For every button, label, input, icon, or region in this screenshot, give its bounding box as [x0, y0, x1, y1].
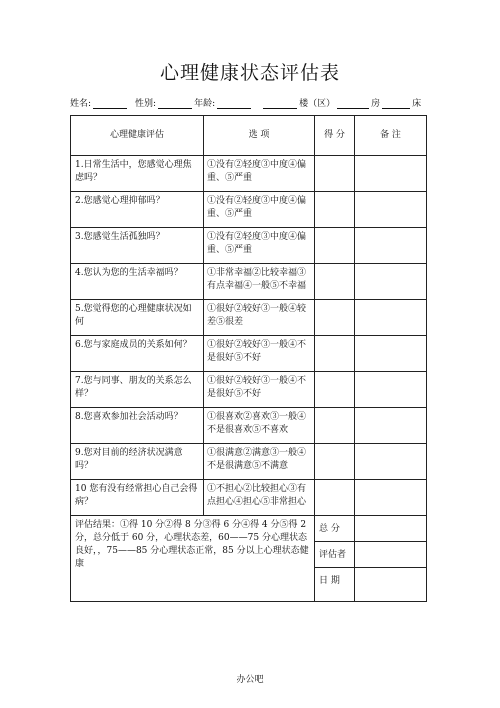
score-cell[interactable] [315, 192, 355, 228]
score-cell[interactable] [315, 156, 355, 192]
table-row [71, 228, 427, 264]
age-label: 年龄: [194, 99, 216, 109]
result-text: 评估结果：①得 10 分②得 8 分③得 6 分④得 4 分⑤得 2 分，总分低于 60 分，心理状态差，60——75 分心理状态良好，，75——85 分心理状态正常，85 分以上心理状态健康 [71, 516, 315, 602]
header-assessment: 心理健康评估 [71, 116, 204, 156]
options-cell: ①没有②轻度③中度④偏重、⑤严重 [204, 192, 315, 228]
notes-cell[interactable] [355, 408, 427, 444]
options-cell: ①很好②较好③一般④较差⑤很差 [204, 300, 315, 336]
options-cell: ①没有②轻度③中度④偏重、⑤严重 [204, 156, 315, 192]
page-title: 心理健康状态评估表 [159, 62, 340, 84]
options-cell: ①不担心②比较担心③有点担心④担心⑤非常担心 [204, 480, 315, 516]
notes-cell[interactable] [355, 156, 427, 192]
score-cell[interactable] [315, 264, 355, 300]
score-cell[interactable] [315, 228, 355, 264]
notes-cell[interactable] [355, 264, 427, 300]
personal-info-line [70, 96, 450, 109]
question-cell: 2.您感觉心理抑郁吗？ [71, 192, 204, 228]
notes-cell[interactable] [355, 444, 427, 480]
notes-cell[interactable] [355, 228, 427, 264]
score-cell[interactable] [315, 300, 355, 336]
options-cell: ①没有②轻度③中度④偏重、⑤严重 [204, 228, 315, 264]
score-cell[interactable] [315, 372, 355, 408]
header-options: 选 项 [204, 116, 315, 156]
gender-field[interactable] [158, 98, 192, 109]
question-cell: 9.您对目前的经济状况满意吗？ [71, 444, 204, 480]
question-cell: 4.您认为您的生活幸福吗？ [71, 264, 204, 300]
assessor-value-field[interactable] [355, 542, 426, 568]
notes-cell[interactable] [355, 192, 427, 228]
table-row [71, 336, 427, 372]
notes-cell[interactable] [355, 336, 427, 372]
question-cell: 8.您喜欢参加社会活动吗？ [71, 408, 204, 444]
score-cell[interactable] [315, 444, 355, 480]
table-row [71, 264, 427, 300]
name-field[interactable] [93, 98, 127, 109]
notes-cell[interactable] [355, 372, 427, 408]
age-field[interactable] [217, 98, 251, 109]
footer-text: 办公吧 [236, 675, 264, 685]
building-label: 楼（区） [299, 99, 336, 109]
table-row [71, 444, 427, 480]
question-cell: 3.您感觉生活孤独吗？ [71, 228, 204, 264]
result-row [71, 516, 427, 602]
options-cell: ①很喜欢②喜欢③一般④不是很喜欢⑤不喜欢 [204, 408, 315, 444]
total-label: 总 分 [315, 516, 354, 542]
options-cell: ①很好②较好③一般④不是很好⑤不好 [204, 336, 315, 372]
building-field[interactable] [263, 98, 297, 109]
name-label: 姓名: [70, 99, 92, 109]
district-field[interactable] [337, 98, 369, 109]
room-label: 房 [371, 99, 381, 109]
date-value-field[interactable] [355, 568, 426, 594]
total-value-field[interactable] [355, 516, 426, 542]
assessment-table [70, 115, 427, 602]
question-cell: 1.日常生活中，您感觉心理焦虑吗？ [71, 156, 204, 192]
bed-label: 床 [412, 99, 422, 109]
summary-values [355, 516, 427, 602]
score-cell[interactable] [315, 336, 355, 372]
table-row [71, 408, 427, 444]
header-notes: 备 注 [355, 116, 427, 156]
header-score: 得 分 [315, 116, 355, 156]
table-row [71, 300, 427, 336]
table-row [71, 372, 427, 408]
notes-cell[interactable] [355, 300, 427, 336]
question-cell: 10 您有没有经常担心自己会得病？ [71, 480, 204, 516]
room-field[interactable] [382, 98, 410, 109]
score-cell[interactable] [315, 480, 355, 516]
date-label: 日 期 [319, 576, 340, 586]
summary-labels [315, 516, 355, 602]
options-cell: ①非常幸福②比较幸福③有点幸福④一般⑤不幸福 [204, 264, 315, 300]
notes-cell[interactable] [355, 480, 427, 516]
table-row [71, 480, 427, 516]
question-cell: 7.您与同事、朋友的关系怎么样？ [71, 372, 204, 408]
table-row [71, 156, 427, 192]
options-cell: ①很好②较好③一般④不是很好⑤不好 [204, 372, 315, 408]
gender-label: 性别: [135, 99, 157, 109]
question-cell: 5.您觉得您的心理健康状况如何 [71, 300, 204, 336]
score-cell[interactable] [315, 408, 355, 444]
table-header-row [71, 116, 427, 156]
question-cell: 6.您与家庭成员的关系如何？ [71, 336, 204, 372]
table-row [71, 192, 427, 228]
assessor-label: 评估者 [315, 542, 354, 568]
options-cell: ①很满意②满意③一般④不是很满意⑤不满意 [204, 444, 315, 480]
